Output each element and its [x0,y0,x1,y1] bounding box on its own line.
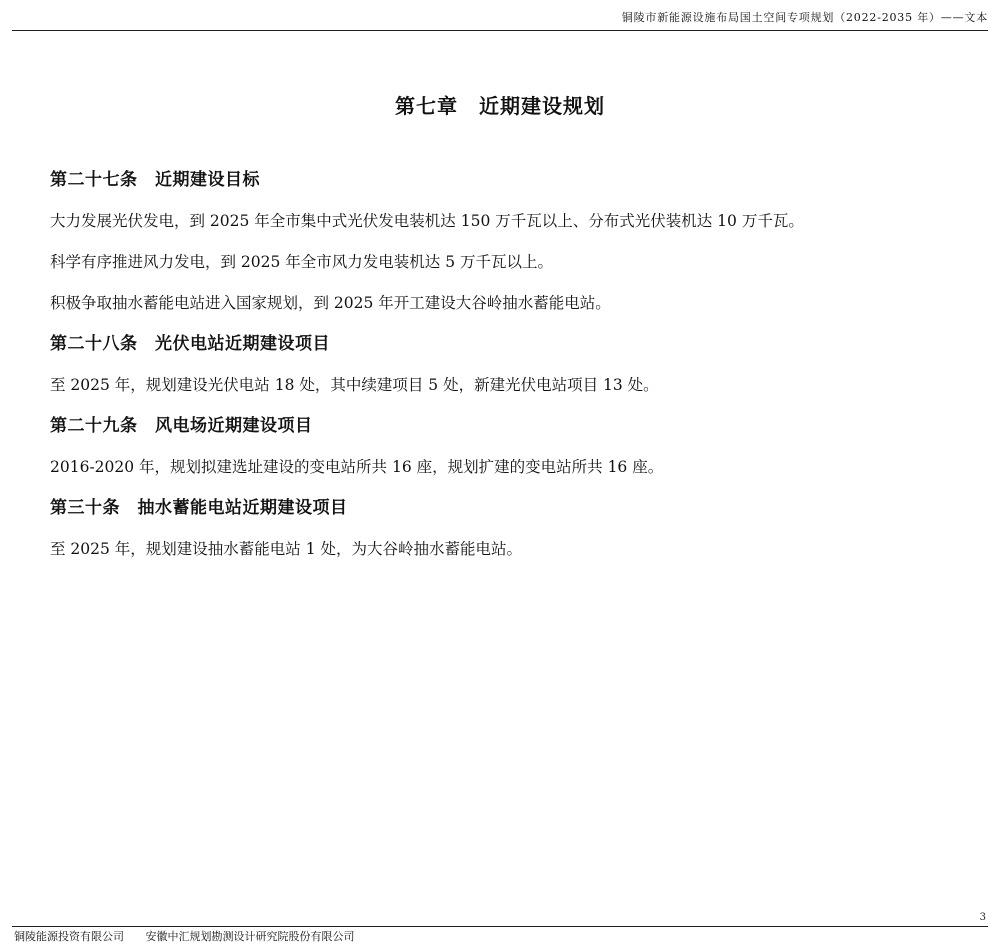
article-heading: 第三十条 抽水蓄能电站近期建设项目 [50,498,348,518]
article-30 [50,494,950,576]
article-heading: 第二十九条 风电场近期建设项目 [50,416,313,436]
article-heading: 第二十八条 光伏电站近期建设项目 [50,334,330,354]
paragraph: 至 2025 年，规划建设光伏电站 18 处，其中续建项目 5 处，新建光伏电站项目 13 处。 [50,376,659,394]
paragraph: 大力发展光伏发电，到 2025 年全市集中式光伏发电装机达 150 万千瓦以上、分布式光伏装机达 10 万千瓦。 [50,212,804,230]
page-header [12,0,988,31]
page-footer-rule [12,926,988,927]
document-header-title: 铜陵市新能源设施布局国土空间专项规划（2022-2035 年）——文本 [621,11,988,24]
paragraph: 积极争取抽水蓄能电站进入国家规划，到 2025 年开工建设大谷岭抽水蓄能电站。 [50,294,611,312]
page-number: 3 [979,912,986,923]
article-29 [50,412,950,494]
document-body [50,166,950,576]
article-heading: 第二十七条 近期建设目标 [50,170,260,190]
footer-company-2: 安徽中汇规划勘测设计研究院股份有限公司 [145,930,355,943]
paragraph: 至 2025 年，规划建设抽水蓄能电站 1 处，为大谷岭抽水蓄能电站。 [50,540,523,558]
article-27 [50,166,950,330]
footer-company-1: 铜陵能源投资有限公司 [14,930,124,943]
chapter-title: 第七章 近期建设规划 [395,94,605,118]
article-28 [50,330,950,412]
paragraph: 科学有序推进风力发电，到 2025 年全市风力发电装机达 5 万千瓦以上。 [50,253,554,271]
paragraph: 2016-2020 年，规划拟建选址建设的变电站所共 16 座，规划扩建的变电站所共 16 座。 [50,458,664,476]
page-footer [14,928,355,944]
